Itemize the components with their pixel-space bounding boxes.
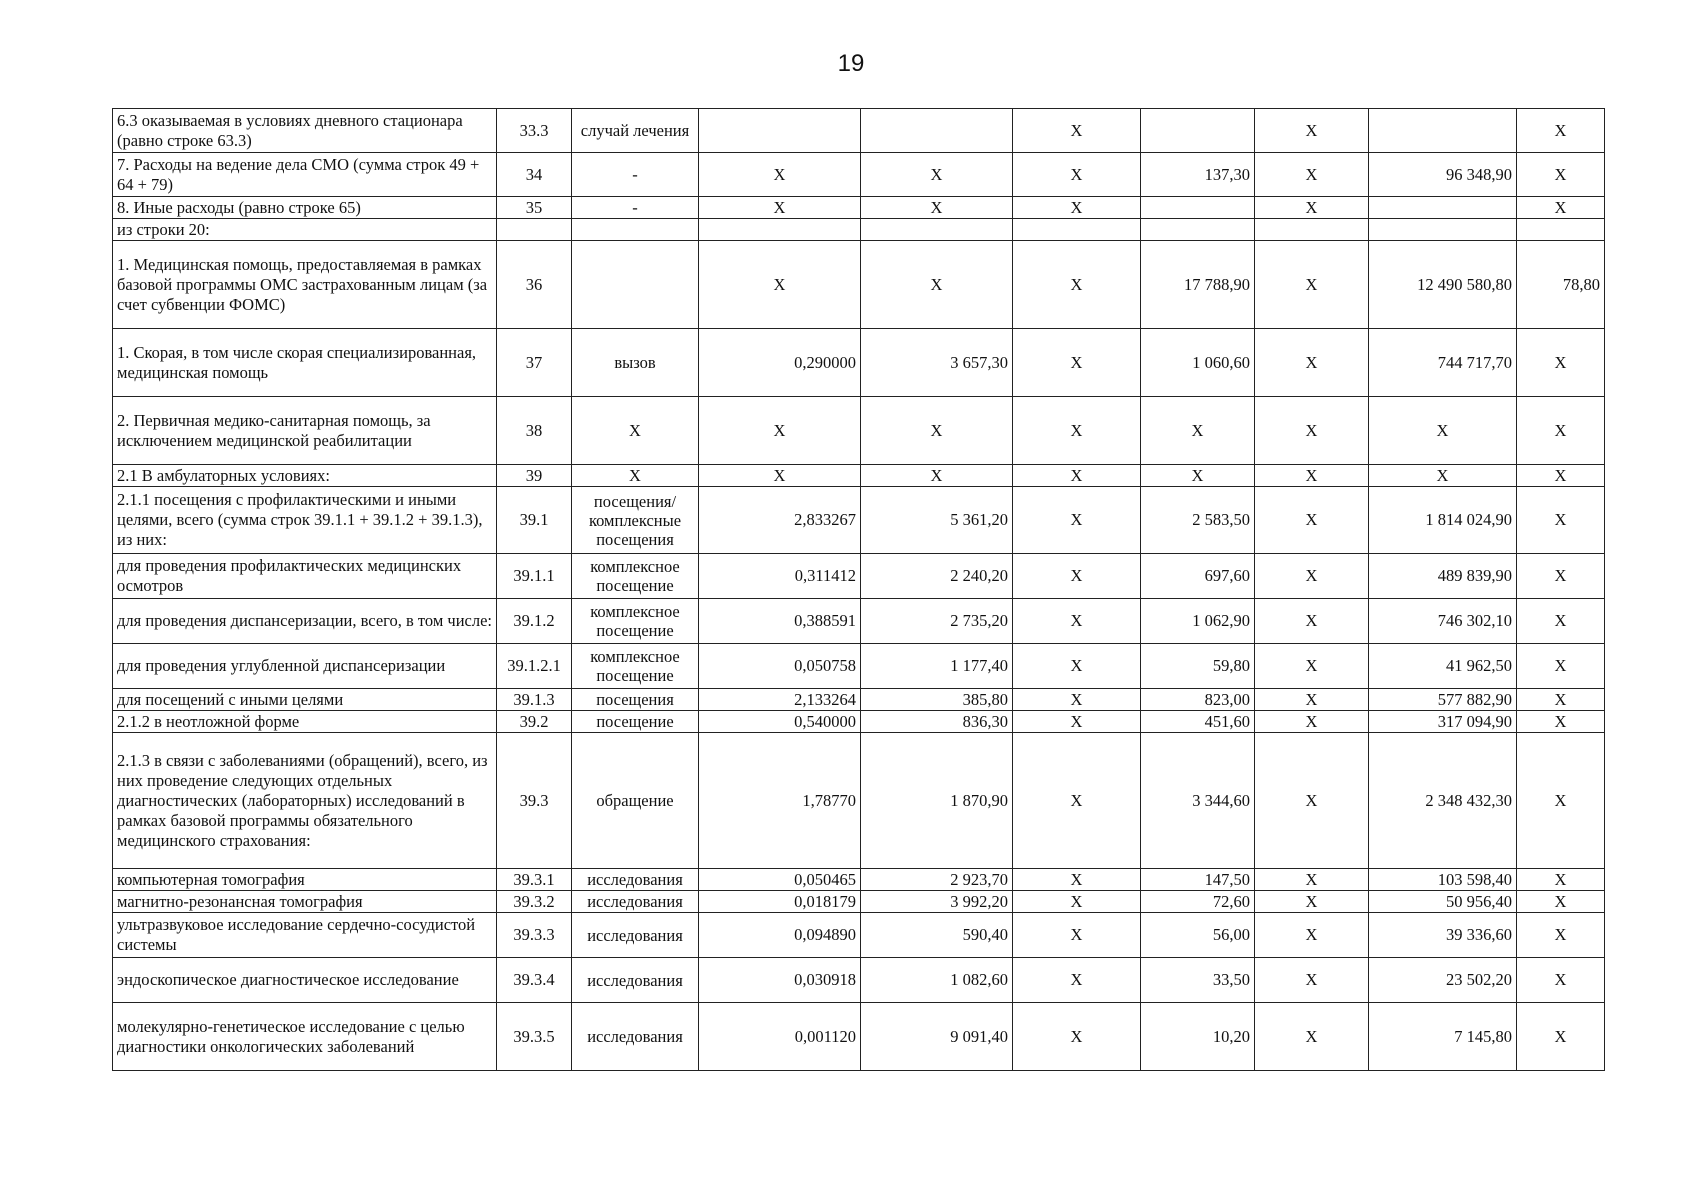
x-col-6-cell: Х <box>1013 554 1141 599</box>
percent-cell <box>1517 219 1605 241</box>
cost-cell: 836,30 <box>861 711 1013 733</box>
sum-cell: 7 145,80 <box>1369 1003 1517 1071</box>
table-row <box>113 891 1605 913</box>
per-capita-cell: 72,60 <box>1141 891 1255 913</box>
x-col-6-cell: Х <box>1013 153 1141 197</box>
page-number: 19 <box>837 50 865 77</box>
x-col-6-cell: Х <box>1013 1003 1141 1071</box>
cost-cell <box>861 109 1013 153</box>
cost-cell: Х <box>861 465 1013 487</box>
x-col-6-cell: Х <box>1013 465 1141 487</box>
cost-cell: 1 082,60 <box>861 958 1013 1003</box>
row-code-cell: 39.3.3 <box>497 913 572 958</box>
table-row <box>113 599 1605 644</box>
x-col-8-cell: Х <box>1255 599 1369 644</box>
row-code-cell: 39.1.3 <box>497 689 572 711</box>
sum-cell: 746 302,10 <box>1369 599 1517 644</box>
sum-cell: 96 348,90 <box>1369 153 1517 197</box>
tariff-table <box>112 108 1605 1071</box>
per-capita-cell: 697,60 <box>1141 554 1255 599</box>
per-capita-cell: 147,50 <box>1141 869 1255 891</box>
x-col-8-cell: Х <box>1255 711 1369 733</box>
x-col-8-cell: Х <box>1255 891 1369 913</box>
unit-cell: обращение <box>572 733 699 869</box>
row-code-cell: 39.3.2 <box>497 891 572 913</box>
row-code-cell: 39.1 <box>497 487 572 554</box>
norm-cell <box>699 109 861 153</box>
row-name-cell: эндоскопическое диагностическое исследование <box>113 958 497 1003</box>
row-name-cell: 1. Скорая, в том числе скорая специализированная, медицинская помощь <box>113 329 497 397</box>
percent-cell: Х <box>1517 599 1605 644</box>
table-row <box>113 241 1605 329</box>
x-col-8-cell: Х <box>1255 241 1369 329</box>
table-row <box>113 958 1605 1003</box>
per-capita-cell <box>1141 109 1255 153</box>
row-name-cell: ультразвуковое исследование сердечно-сосудистой системы <box>113 913 497 958</box>
percent-cell: Х <box>1517 1003 1605 1071</box>
percent-cell: Х <box>1517 465 1605 487</box>
percent-cell: Х <box>1517 109 1605 153</box>
percent-cell: Х <box>1517 644 1605 689</box>
per-capita-cell: 10,20 <box>1141 1003 1255 1071</box>
row-name-cell: 2.1 В амбулаторных условиях: <box>113 465 497 487</box>
row-name-cell: для проведения диспансеризации, всего, в том числе: <box>113 599 497 644</box>
norm-cell: 1,78770 <box>699 733 861 869</box>
percent-cell: Х <box>1517 397 1605 465</box>
cost-cell: Х <box>861 397 1013 465</box>
norm-cell: 2,833267 <box>699 487 861 554</box>
table-row <box>113 711 1605 733</box>
sum-cell: 2 348 432,30 <box>1369 733 1517 869</box>
unit-cell <box>572 241 699 329</box>
unit-cell: исследования <box>572 958 699 1003</box>
x-col-8-cell: Х <box>1255 689 1369 711</box>
table-row <box>113 869 1605 891</box>
norm-cell: Х <box>699 153 861 197</box>
norm-cell: 0,050758 <box>699 644 861 689</box>
cost-cell: 5 361,20 <box>861 487 1013 554</box>
x-col-6-cell: Х <box>1013 397 1141 465</box>
row-code-cell: 39 <box>497 465 572 487</box>
row-name-cell: молекулярно-генетическое исследование с целью диагностики онкологических заболеваний <box>113 1003 497 1071</box>
cost-cell: 1 870,90 <box>861 733 1013 869</box>
table-row <box>113 197 1605 219</box>
per-capita-cell: Х <box>1141 397 1255 465</box>
x-col-8-cell: Х <box>1255 958 1369 1003</box>
percent-cell: Х <box>1517 329 1605 397</box>
unit-cell: исследования <box>572 1003 699 1071</box>
table-row <box>113 487 1605 554</box>
row-name-cell: 6.3 оказываемая в условиях дневного стационара (равно строке 63.3) <box>113 109 497 153</box>
unit-cell: вызов <box>572 329 699 397</box>
per-capita-cell: Х <box>1141 465 1255 487</box>
row-name-cell: для проведения профилактических медицинских осмотров <box>113 554 497 599</box>
per-capita-cell: 1 060,60 <box>1141 329 1255 397</box>
sum-cell: 1 814 024,90 <box>1369 487 1517 554</box>
percent-cell: Х <box>1517 554 1605 599</box>
sum-cell <box>1369 197 1517 219</box>
sum-cell <box>1369 109 1517 153</box>
unit-cell: Х <box>572 465 699 487</box>
x-col-6-cell: Х <box>1013 109 1141 153</box>
row-code-cell: 39.3.5 <box>497 1003 572 1071</box>
row-name-cell: компьютерная томография <box>113 869 497 891</box>
percent-cell: Х <box>1517 153 1605 197</box>
norm-cell: 0,290000 <box>699 329 861 397</box>
cost-cell: 385,80 <box>861 689 1013 711</box>
table-row <box>113 109 1605 153</box>
x-col-8-cell: Х <box>1255 644 1369 689</box>
row-name-cell: 2.1.2 в неотложной форме <box>113 711 497 733</box>
sum-cell: 577 882,90 <box>1369 689 1517 711</box>
x-col-8-cell: Х <box>1255 397 1369 465</box>
unit-cell: комплексное посещение <box>572 644 699 689</box>
unit-cell: Х <box>572 397 699 465</box>
row-code-cell: 37 <box>497 329 572 397</box>
x-col-6-cell: Х <box>1013 197 1141 219</box>
row-code-cell <box>497 219 572 241</box>
per-capita-cell: 451,60 <box>1141 711 1255 733</box>
table-row <box>113 689 1605 711</box>
norm-cell: Х <box>699 241 861 329</box>
cost-cell: Х <box>861 197 1013 219</box>
unit-cell: исследования <box>572 913 699 958</box>
unit-cell: посещения <box>572 689 699 711</box>
per-capita-cell <box>1141 197 1255 219</box>
x-col-6-cell: Х <box>1013 891 1141 913</box>
per-capita-cell: 3 344,60 <box>1141 733 1255 869</box>
per-capita-cell: 1 062,90 <box>1141 599 1255 644</box>
sum-cell: 317 094,90 <box>1369 711 1517 733</box>
row-code-cell: 39.1.1 <box>497 554 572 599</box>
row-code-cell: 39.1.2.1 <box>497 644 572 689</box>
row-name-cell: из строки 20: <box>113 219 497 241</box>
x-col-8-cell: Х <box>1255 109 1369 153</box>
norm-cell: 2,133264 <box>699 689 861 711</box>
row-name-cell: 2.1.3 в связи с заболеваниями (обращений), всего, из них проведение следующих отдельных диагностических (лабораторных) исследований в рамках базовой программы обязательного медицинского страхования: <box>113 733 497 869</box>
percent-cell: Х <box>1517 197 1605 219</box>
norm-cell: Х <box>699 465 861 487</box>
row-code-cell: 39.3 <box>497 733 572 869</box>
norm-cell: Х <box>699 397 861 465</box>
sum-cell: 744 717,70 <box>1369 329 1517 397</box>
percent-cell: Х <box>1517 869 1605 891</box>
unit-cell: - <box>572 197 699 219</box>
row-name-cell: 2.1.1 посещения с профилактическими и иными целями, всего (сумма строк 39.1.1 + 39.1.2 + 39.1.3), из них: <box>113 487 497 554</box>
table-row <box>113 153 1605 197</box>
cost-cell: 3 657,30 <box>861 329 1013 397</box>
x-col-8-cell: Х <box>1255 733 1369 869</box>
sum-cell: 39 336,60 <box>1369 913 1517 958</box>
table-row <box>113 733 1605 869</box>
sum-cell <box>1369 219 1517 241</box>
x-col-8-cell: Х <box>1255 1003 1369 1071</box>
per-capita-cell: 59,80 <box>1141 644 1255 689</box>
norm-cell: 0,001120 <box>699 1003 861 1071</box>
row-code-cell: 34 <box>497 153 572 197</box>
norm-cell: 0,311412 <box>699 554 861 599</box>
x-col-6-cell: Х <box>1013 958 1141 1003</box>
norm-cell: 0,018179 <box>699 891 861 913</box>
row-code-cell: 35 <box>497 197 572 219</box>
row-code-cell: 38 <box>497 397 572 465</box>
unit-cell: комплексное посещение <box>572 554 699 599</box>
row-code-cell: 39.3.4 <box>497 958 572 1003</box>
row-code-cell: 36 <box>497 241 572 329</box>
cost-cell: 9 091,40 <box>861 1003 1013 1071</box>
x-col-6-cell: Х <box>1013 329 1141 397</box>
unit-cell: исследования <box>572 869 699 891</box>
cost-cell: Х <box>861 241 1013 329</box>
percent-cell: Х <box>1517 733 1605 869</box>
per-capita-cell: 33,50 <box>1141 958 1255 1003</box>
x-col-6-cell: Х <box>1013 711 1141 733</box>
percent-cell: Х <box>1517 711 1605 733</box>
table-row <box>113 913 1605 958</box>
unit-cell <box>572 219 699 241</box>
x-col-8-cell: Х <box>1255 197 1369 219</box>
table-body <box>113 109 1605 1071</box>
norm-cell: 0,094890 <box>699 913 861 958</box>
cost-cell: 2 923,70 <box>861 869 1013 891</box>
unit-cell: - <box>572 153 699 197</box>
row-code-cell: 39.3.1 <box>497 869 572 891</box>
cost-cell: 2 735,20 <box>861 599 1013 644</box>
x-col-6-cell <box>1013 219 1141 241</box>
norm-cell: 0,050465 <box>699 869 861 891</box>
percent-cell: Х <box>1517 958 1605 1003</box>
unit-cell: посещения/комплексные посещения <box>572 487 699 554</box>
table-row <box>113 465 1605 487</box>
cost-cell: 2 240,20 <box>861 554 1013 599</box>
cost-cell <box>861 219 1013 241</box>
x-col-8-cell: Х <box>1255 153 1369 197</box>
row-name-cell: для посещений с иными целями <box>113 689 497 711</box>
row-code-cell: 39.1.2 <box>497 599 572 644</box>
percent-cell: Х <box>1517 689 1605 711</box>
x-col-8-cell <box>1255 219 1369 241</box>
per-capita-cell: 823,00 <box>1141 689 1255 711</box>
sum-cell: 489 839,90 <box>1369 554 1517 599</box>
x-col-6-cell: Х <box>1013 733 1141 869</box>
per-capita-cell: 137,30 <box>1141 153 1255 197</box>
x-col-6-cell: Х <box>1013 241 1141 329</box>
sum-cell: Х <box>1369 397 1517 465</box>
x-col-6-cell: Х <box>1013 644 1141 689</box>
table-row <box>113 329 1605 397</box>
sum-cell: 12 490 580,80 <box>1369 241 1517 329</box>
row-name-cell: для проведения углубленной диспансеризации <box>113 644 497 689</box>
norm-cell: 0,388591 <box>699 599 861 644</box>
norm-cell <box>699 219 861 241</box>
x-col-6-cell: Х <box>1013 689 1141 711</box>
per-capita-cell: 56,00 <box>1141 913 1255 958</box>
unit-cell: комплексное посещение <box>572 599 699 644</box>
unit-cell: исследования <box>572 891 699 913</box>
sum-cell: 103 598,40 <box>1369 869 1517 891</box>
table-row <box>113 219 1605 241</box>
x-col-8-cell: Х <box>1255 487 1369 554</box>
row-code-cell: 33.3 <box>497 109 572 153</box>
sum-cell: 50 956,40 <box>1369 891 1517 913</box>
norm-cell: 0,030918 <box>699 958 861 1003</box>
sum-cell: 23 502,20 <box>1369 958 1517 1003</box>
percent-cell: Х <box>1517 913 1605 958</box>
cost-cell: 1 177,40 <box>861 644 1013 689</box>
per-capita-cell: 2 583,50 <box>1141 487 1255 554</box>
percent-cell: Х <box>1517 891 1605 913</box>
x-col-6-cell: Х <box>1013 599 1141 644</box>
percent-cell: 78,80 <box>1517 241 1605 329</box>
row-name-cell: 1. Медицинская помощь, предоставляемая в рамках базовой программы ОМС застрахованным лицам (за счет субвенции ФОМС) <box>113 241 497 329</box>
row-name-cell: 2. Первичная медико-санитарная помощь, за исключением медицинской реабилитации <box>113 397 497 465</box>
sum-cell: Х <box>1369 465 1517 487</box>
x-col-8-cell: Х <box>1255 869 1369 891</box>
percent-cell: Х <box>1517 487 1605 554</box>
cost-cell: Х <box>861 153 1013 197</box>
table-row <box>113 1003 1605 1071</box>
table-row <box>113 554 1605 599</box>
cost-cell: 3 992,20 <box>861 891 1013 913</box>
per-capita-cell <box>1141 219 1255 241</box>
table-row <box>113 644 1605 689</box>
table-row <box>113 397 1605 465</box>
row-name-cell: магнитно-резонансная томография <box>113 891 497 913</box>
sum-cell: 41 962,50 <box>1369 644 1517 689</box>
x-col-8-cell: Х <box>1255 554 1369 599</box>
per-capita-cell: 17 788,90 <box>1141 241 1255 329</box>
x-col-8-cell: Х <box>1255 913 1369 958</box>
unit-cell: случай лечения <box>572 109 699 153</box>
x-col-6-cell: Х <box>1013 913 1141 958</box>
norm-cell: Х <box>699 197 861 219</box>
norm-cell: 0,540000 <box>699 711 861 733</box>
x-col-8-cell: Х <box>1255 329 1369 397</box>
x-col-8-cell: Х <box>1255 465 1369 487</box>
row-name-cell: 8. Иные расходы (равно строке 65) <box>113 197 497 219</box>
x-col-6-cell: Х <box>1013 869 1141 891</box>
cost-cell: 590,40 <box>861 913 1013 958</box>
row-name-cell: 7. Расходы на ведение дела СМО (сумма строк 49 + 64 + 79) <box>113 153 497 197</box>
unit-cell: посещение <box>572 711 699 733</box>
x-col-6-cell: Х <box>1013 487 1141 554</box>
row-code-cell: 39.2 <box>497 711 572 733</box>
